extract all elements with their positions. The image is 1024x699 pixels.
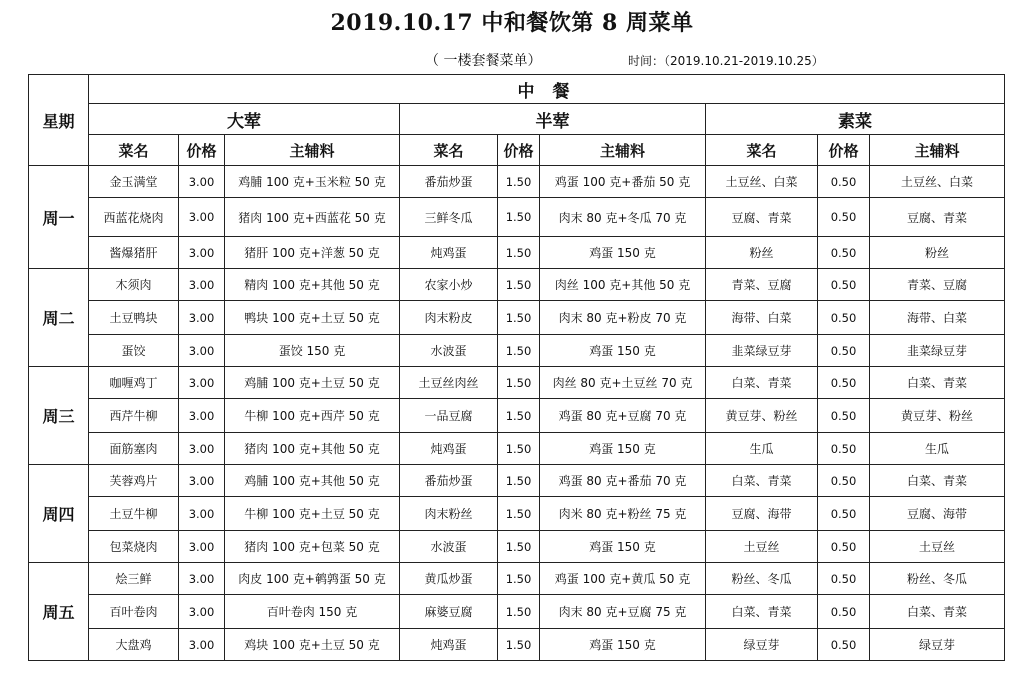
price-cell: 0.50 [818, 301, 870, 335]
price-cell: 1.50 [498, 399, 540, 433]
table-row [29, 367, 1005, 399]
ingredients-cell: 牛柳 100 克+西芹 50 克 [225, 399, 400, 433]
price-cell: 3.00 [179, 166, 225, 198]
price-cell: 1.50 [498, 367, 540, 399]
ingredients-cell: 青菜、豆腐 [870, 269, 1005, 301]
price-cell: 3.00 [179, 269, 225, 301]
price-cell: 3.00 [179, 301, 225, 335]
ingredients-cell: 粉丝 [870, 237, 1005, 269]
dish-name-cell: 炖鸡蛋 [400, 237, 498, 269]
price-cell: 0.50 [818, 198, 870, 237]
price-cell: 0.50 [818, 465, 870, 497]
column-header: 价格 [179, 135, 225, 166]
price-cell: 0.50 [818, 367, 870, 399]
ingredients-cell: 猪肉 100 克+西蓝花 50 克 [225, 198, 400, 237]
dish-name-cell: 黄瓜炒蛋 [400, 563, 498, 595]
price-cell: 3.00 [179, 497, 225, 531]
table-row [29, 166, 1005, 198]
dish-name-cell: 青菜、豆腐 [706, 269, 818, 301]
dish-name-cell: 白菜、青菜 [706, 465, 818, 497]
ingredients-cell: 肉末 80 克+豆腐 75 克 [540, 595, 706, 629]
dish-name-cell: 包菜烧肉 [89, 531, 179, 563]
dish-name-cell: 土豆牛柳 [89, 497, 179, 531]
column-header: 价格 [498, 135, 540, 166]
ingredients-cell: 鸡蛋 80 克+豆腐 70 克 [540, 399, 706, 433]
group-header-banhun: 半荤 [400, 104, 706, 135]
price-cell: 0.50 [818, 399, 870, 433]
ingredients-cell: 白菜、青菜 [870, 367, 1005, 399]
ingredients-cell: 绿豆芽 [870, 629, 1005, 661]
column-header: 主辅料 [225, 135, 400, 166]
dish-name-cell: 海带、白菜 [706, 301, 818, 335]
price-cell: 1.50 [498, 531, 540, 563]
dish-name-cell: 咖喱鸡丁 [89, 367, 179, 399]
dish-name-cell: 西芹牛柳 [89, 399, 179, 433]
dish-name-cell: 农家小炒 [400, 269, 498, 301]
ingredients-cell: 牛柳 100 克+土豆 50 克 [225, 497, 400, 531]
group-header-dahun: 大荤 [89, 104, 400, 135]
dish-name-cell: 酱爆猪肝 [89, 237, 179, 269]
ingredients-cell: 生瓜 [870, 433, 1005, 465]
dish-name-cell: 番茄炒蛋 [400, 465, 498, 497]
ingredients-cell: 白菜、青菜 [870, 595, 1005, 629]
price-cell: 0.50 [818, 166, 870, 198]
ingredients-cell: 鸡蛋 80 克+番茄 70 克 [540, 465, 706, 497]
ingredients-cell: 鸡蛋 100 克+番茄 50 克 [540, 166, 706, 198]
price-cell: 3.00 [179, 629, 225, 661]
price-cell: 3.00 [179, 563, 225, 595]
table-row [29, 198, 1005, 237]
price-cell: 1.50 [498, 595, 540, 629]
dish-name-cell: 麻婆豆腐 [400, 595, 498, 629]
dish-name-cell: 白菜、青菜 [706, 595, 818, 629]
dish-name-cell: 西蓝花烧肉 [89, 198, 179, 237]
table-row [29, 237, 1005, 269]
dish-name-cell: 豆腐、海带 [706, 497, 818, 531]
ingredients-cell: 鸡蛋 150 克 [540, 433, 706, 465]
price-cell: 1.50 [498, 166, 540, 198]
ingredients-cell: 黄豆芽、粉丝 [870, 399, 1005, 433]
dish-name-cell: 黄豆芽、粉丝 [706, 399, 818, 433]
group-header-sucai: 素菜 [706, 104, 1005, 135]
dish-name-cell: 土豆丝 [706, 531, 818, 563]
page-title: 2019.10.17 中和餐饮第 8 周菜单 [330, 10, 694, 36]
dish-name-cell: 绿豆芽 [706, 629, 818, 661]
menu-subtitle: （ 一楼套餐菜单） [425, 53, 542, 69]
ingredients-cell: 猪肝 100 克+洋葱 50 克 [225, 237, 400, 269]
ingredients-cell: 白菜、青菜 [870, 465, 1005, 497]
table-row [29, 465, 1005, 497]
dish-name-cell: 粉丝、冬瓜 [706, 563, 818, 595]
ingredients-cell: 鸡块 100 克+土豆 50 克 [225, 629, 400, 661]
price-cell: 0.50 [818, 433, 870, 465]
table-row [29, 497, 1005, 531]
price-cell: 0.50 [818, 629, 870, 661]
price-cell: 0.50 [818, 595, 870, 629]
ingredients-cell: 精肉 100 克+其他 50 克 [225, 269, 400, 301]
price-cell: 3.00 [179, 399, 225, 433]
dish-name-cell: 豆腐、青菜 [706, 198, 818, 237]
table-row [29, 399, 1005, 433]
dish-name-cell: 一品豆腐 [400, 399, 498, 433]
day-label: 周四 [29, 465, 89, 563]
dish-name-cell: 粉丝 [706, 237, 818, 269]
ingredients-cell: 鸭块 100 克+土豆 50 克 [225, 301, 400, 335]
column-header: 主辅料 [540, 135, 706, 166]
ingredients-cell: 肉丝 80 克+土豆丝 70 克 [540, 367, 706, 399]
dish-name-cell: 土豆丝、白菜 [706, 166, 818, 198]
dish-name-cell: 水波蛋 [400, 531, 498, 563]
price-cell: 3.00 [179, 595, 225, 629]
ingredients-cell: 肉皮 100 克+鹌鹑蛋 50 克 [225, 563, 400, 595]
dish-name-cell: 大盘鸡 [89, 629, 179, 661]
dish-name-cell: 水波蛋 [400, 335, 498, 367]
dish-name-cell: 木须肉 [89, 269, 179, 301]
table-row [29, 531, 1005, 563]
ingredients-cell: 鸡脯 100 克+其他 50 克 [225, 465, 400, 497]
ingredients-cell: 鸡蛋 150 克 [540, 531, 706, 563]
table-row [29, 433, 1005, 465]
dish-name-cell: 炖鸡蛋 [400, 433, 498, 465]
dish-name-cell: 生瓜 [706, 433, 818, 465]
dish-name-cell: 金玉满堂 [89, 166, 179, 198]
column-header: 菜名 [400, 135, 498, 166]
dish-name-cell: 蛋饺 [89, 335, 179, 367]
week-header: 星期 [29, 75, 89, 166]
ingredients-cell: 肉末 80 克+冬瓜 70 克 [540, 198, 706, 237]
column-header: 主辅料 [870, 135, 1005, 166]
dish-name-cell: 百叶卷肉 [89, 595, 179, 629]
lunch-header: 中 餐 [89, 75, 1005, 104]
ingredients-cell: 海带、白菜 [870, 301, 1005, 335]
dish-name-cell: 肉末粉皮 [400, 301, 498, 335]
dish-name-cell: 面筋塞肉 [89, 433, 179, 465]
price-cell: 0.50 [818, 335, 870, 367]
ingredients-cell: 鸡蛋 150 克 [540, 237, 706, 269]
price-cell: 0.50 [818, 531, 870, 563]
dish-name-cell: 三鲜冬瓜 [400, 198, 498, 237]
ingredients-cell: 肉末 80 克+粉皮 70 克 [540, 301, 706, 335]
dish-name-cell: 芙蓉鸡片 [89, 465, 179, 497]
ingredients-cell: 百叶卷肉 150 克 [225, 595, 400, 629]
day-label: 周二 [29, 269, 89, 367]
column-header: 菜名 [89, 135, 179, 166]
price-cell: 3.00 [179, 367, 225, 399]
price-cell: 3.00 [179, 237, 225, 269]
ingredients-cell: 土豆丝、白菜 [870, 166, 1005, 198]
ingredients-cell: 鸡脯 100 克+土豆 50 克 [225, 367, 400, 399]
price-cell: 0.50 [818, 269, 870, 301]
menu-table [28, 74, 1005, 661]
column-header: 价格 [818, 135, 870, 166]
ingredients-cell: 鸡蛋 150 克 [540, 629, 706, 661]
price-cell: 1.50 [498, 465, 540, 497]
price-cell: 1.50 [498, 301, 540, 335]
menu-period: 时间：（2019.10.21-2019.10.25） [628, 54, 824, 68]
ingredients-cell: 肉米 80 克+粉丝 75 克 [540, 497, 706, 531]
table-row [29, 301, 1005, 335]
ingredients-cell: 肉丝 100 克+其他 50 克 [540, 269, 706, 301]
table-row [29, 269, 1005, 301]
price-cell: 3.00 [179, 198, 225, 237]
ingredients-cell: 豆腐、海带 [870, 497, 1005, 531]
ingredients-cell: 鸡蛋 150 克 [540, 335, 706, 367]
ingredients-cell: 韭菜绿豆芽 [870, 335, 1005, 367]
price-cell: 3.00 [179, 465, 225, 497]
dish-name-cell: 番茄炒蛋 [400, 166, 498, 198]
day-label: 周三 [29, 367, 89, 465]
dish-name-cell: 肉末粉丝 [400, 497, 498, 531]
ingredients-cell: 鸡蛋 100 克+黄瓜 50 克 [540, 563, 706, 595]
day-label: 周五 [29, 563, 89, 661]
table-row [29, 595, 1005, 629]
dish-name-cell: 烩三鲜 [89, 563, 179, 595]
price-cell: 1.50 [498, 563, 540, 595]
price-cell: 3.00 [179, 531, 225, 563]
price-cell: 1.50 [498, 198, 540, 237]
day-label: 周一 [29, 166, 89, 269]
price-cell: 3.00 [179, 335, 225, 367]
ingredients-cell: 猪肉 100 克+其他 50 克 [225, 433, 400, 465]
ingredients-cell: 鸡脯 100 克+玉米粒 50 克 [225, 166, 400, 198]
price-cell: 1.50 [498, 629, 540, 661]
price-cell: 3.00 [179, 433, 225, 465]
dish-name-cell: 韭菜绿豆芽 [706, 335, 818, 367]
table-row [29, 629, 1005, 661]
ingredients-cell: 蛋饺 150 克 [225, 335, 400, 367]
price-cell: 1.50 [498, 433, 540, 465]
dish-name-cell: 炖鸡蛋 [400, 629, 498, 661]
ingredients-cell: 豆腐、青菜 [870, 198, 1005, 237]
price-cell: 1.50 [498, 269, 540, 301]
price-cell: 0.50 [818, 563, 870, 595]
table-row [29, 335, 1005, 367]
price-cell: 1.50 [498, 335, 540, 367]
column-header: 菜名 [706, 135, 818, 166]
price-cell: 0.50 [818, 237, 870, 269]
ingredients-cell: 猪肉 100 克+包菜 50 克 [225, 531, 400, 563]
price-cell: 1.50 [498, 497, 540, 531]
table-row [29, 563, 1005, 595]
ingredients-cell: 土豆丝 [870, 531, 1005, 563]
ingredients-cell: 粉丝、冬瓜 [870, 563, 1005, 595]
dish-name-cell: 土豆鸭块 [89, 301, 179, 335]
dish-name-cell: 白菜、青菜 [706, 367, 818, 399]
price-cell: 1.50 [498, 237, 540, 269]
price-cell: 0.50 [818, 497, 870, 531]
dish-name-cell: 土豆丝肉丝 [400, 367, 498, 399]
